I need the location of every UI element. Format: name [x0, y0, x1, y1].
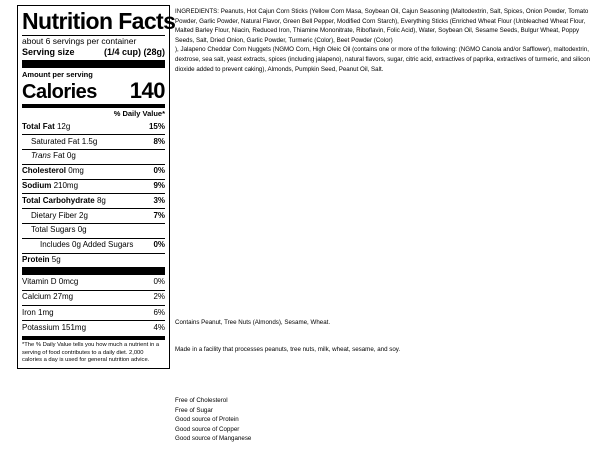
vitamin-row — [22, 290, 165, 305]
nutrient-amount: 0g — [77, 225, 87, 235]
nutrient-claim: Good source of Copper — [175, 425, 240, 433]
daily-value-footnote: *The % Daily Value tells you how much a nutrient in a serving of food contributes to a daily diet. 2,000 calories a day is used for general nutrition advice. — [22, 341, 160, 364]
vitamin-name: Iron 1mg — [22, 307, 54, 317]
vitamin-daily-value: 6% — [153, 307, 165, 317]
amount-per-serving-label: Amount per serving — [22, 70, 93, 80]
facility-statement: Made in a facility that processes peanuts, tree nuts, milk, wheat, sesame, and soy. — [175, 346, 401, 353]
vitamin-name: Calcium 27mg — [22, 292, 74, 302]
serving-size-value: (1/4 cup) (28g) — [103, 46, 165, 57]
nutrient-name: Saturated Fat 1.5g — [31, 136, 98, 146]
nutrient-row — [22, 149, 165, 164]
nutrient-amount: 8g — [96, 195, 106, 205]
nutrient-name: Total Fat 12g — [22, 121, 71, 131]
nutrition-facts-panel — [17, 5, 176, 369]
nutrient-claim: Good source of Manganese — [175, 435, 252, 443]
nutrient-name: Cholesterol 0mg — [22, 166, 84, 176]
nutrient-claim: Free of Cholesterol — [175, 397, 228, 404]
vitamin-daily-value: 2% — [153, 292, 165, 302]
nutrient-row — [22, 193, 165, 208]
nutrient-name — [31, 151, 76, 162]
nutrient-name: Includes 0g Added Sugars — [40, 240, 134, 250]
page-title: Nutrition Facts — [22, 8, 176, 34]
serving-size-row — [22, 47, 165, 61]
nutrient-name: Dietary Fiber 2g — [31, 210, 88, 220]
nutrient-amount: 0mg — [68, 166, 84, 176]
vitamin-row — [22, 275, 165, 289]
nutrient-name: Protein 5g — [22, 255, 61, 264]
serving-size-label: Serving size — [22, 46, 75, 57]
nutrient-row — [22, 223, 165, 238]
nutrient-claims-list — [175, 396, 395, 444]
nutrient-row — [22, 134, 165, 149]
contains-statement: Contains Peanut, Tree Nuts (Almonds), Sesame, Wheat. — [175, 319, 331, 326]
nutrient-daily-value: 0% — [153, 240, 165, 250]
nutrient-list — [22, 120, 165, 267]
nutrient-row — [22, 120, 165, 134]
nutrient-daily-value: 9% — [153, 181, 165, 191]
calories-row — [22, 80, 165, 104]
nutrient-name: Sodium 210mg — [22, 181, 79, 191]
nutrient-amount: Fat 0g — [53, 151, 76, 161]
nutrient-row — [22, 164, 165, 179]
nutrient-daily-value: 7% — [153, 210, 165, 220]
ingredients-paragraph-2: ), Jalapeno Cheddar Corn Nuggets (NGMO Corn, High Oleic Oil (contains one or more of the following: (NGMO Canola and/or Safflower), maltodextrin, dextrose, sea salt, yeast extracts, spices (including jalapeno), natural flavors, sugar, citric acid, extractives of paprika, extractives of turmeric, and silicon dioxide added to prevent caking), Almonds, Pumpkin Seed, Peanut Oil, Salt. — [175, 46, 591, 73]
nutrient-row — [22, 208, 165, 223]
servings-per-container: about 6 servings per container — [22, 36, 137, 47]
nutrient-daily-value: 15% — [148, 121, 165, 131]
nutrient-row — [22, 238, 165, 253]
calories-label: Calories — [22, 81, 97, 104]
nutrient-amount: 5g — [51, 255, 61, 264]
nutrient-row — [22, 253, 165, 268]
nutrient-daily-value: 0% — [153, 166, 165, 176]
nutrient-claim: Good source of Protein — [175, 416, 239, 424]
nutrient-daily-value: 8% — [153, 136, 165, 146]
ingredients-paragraph-1: INGREDIENTS: Peanuts, Hot Cajun Corn Sticks (Yellow Corn Masa, Soybean Oil, Cajun Seasoning (Maltodextrin, Salt, Spices, Onion Powder, Tomato Powder, Garlic Powder, Natural Flavor, Green Bell Pepper, Modified Corn Starch), Everything Sticks (Enriched Wheat Flour (Unbleached Wheat Flour, Malted Barley Flour, Niacin, Reduced Iron, Thiamine Mononitrate, Riboflavin, Folic Acid), Water, Soybean Oil, Sesame Seeds, Bulgur Wheat, Poppy Seeds, Salt, Dried Onion, Garlic Powder, Turmeric (Color), Beet Powder (Color) — [175, 8, 589, 44]
nutrient-name: Total Sugars 0g — [31, 225, 87, 235]
nutrient-name: Total Carbohydrate 8g — [22, 195, 106, 205]
nutrient-name-italic: Trans — [31, 151, 51, 161]
vitamin-row — [22, 305, 165, 320]
vitamin-list — [22, 275, 165, 336]
nutrient-amount: 1.5g — [81, 136, 98, 146]
nutrient-amount: 12g — [56, 121, 71, 131]
nutrient-row — [22, 179, 165, 194]
divider-thick-top — [22, 60, 165, 68]
nutrient-claim: Free of Sugar — [175, 406, 213, 414]
nutrient-amount: 2g — [79, 210, 88, 220]
nutrient-daily-value: 3% — [153, 195, 165, 205]
ingredients-block — [175, 7, 595, 74]
vitamin-row — [22, 320, 165, 335]
nutrient-amount: 210mg — [53, 181, 79, 191]
vitamin-name: Potassium 151mg — [22, 323, 87, 333]
vitamin-daily-value: 0% — [153, 277, 165, 287]
vitamin-daily-value: 4% — [153, 323, 165, 333]
daily-value-header: % Daily Value* — [113, 109, 165, 119]
vitamin-name: Vitamin D 0mcg — [22, 277, 79, 287]
calories-value: 140 — [129, 78, 165, 104]
divider-above-vitamins — [22, 267, 165, 275]
